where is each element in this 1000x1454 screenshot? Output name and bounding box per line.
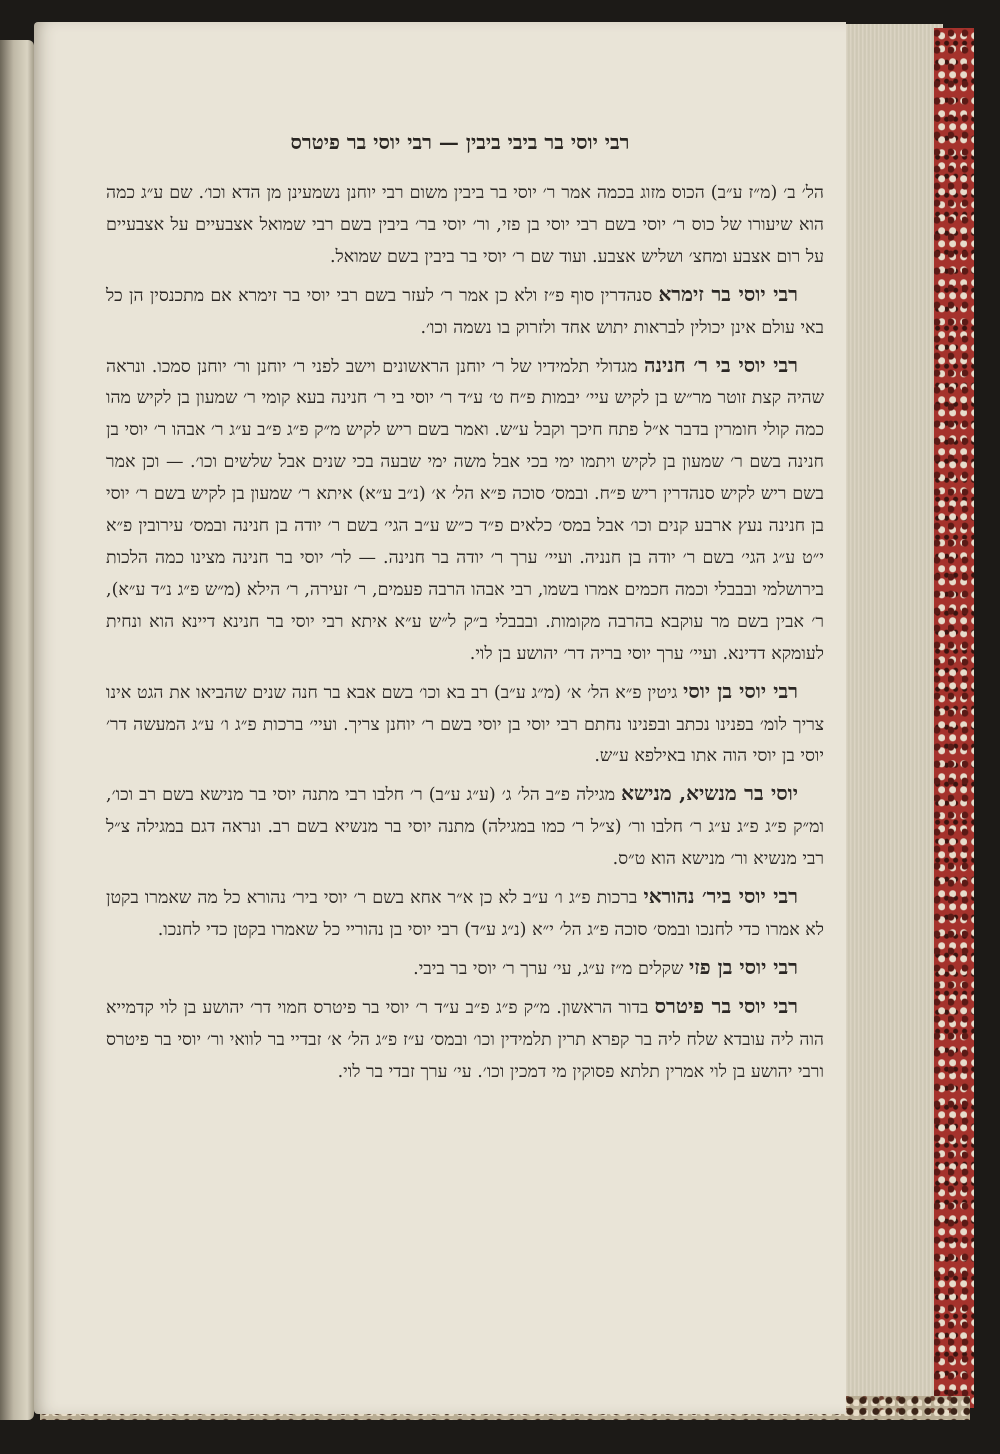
left-page-edge: [0, 40, 34, 1420]
book-cover-edge: [934, 28, 974, 1408]
entry-text: מגדולי תלמידיו של ר׳ יוחנן הראשונים וישב לפני ר׳ יוחנן ור׳ יוחנן סמכו. ונראה שהיה קצת זוטר מר״ש בן לקיש עיי׳ יבמות פ״ח ט׳ ע״ד ר׳ יוסי בי ר׳ חנינה בעא קומי ר׳ שמעון בן לקיש מהו כמה קולי חומרין בדבר א״ל פתח חיכך וקבל ע״ש. ואמר בשם ריש לקיש מ״ק פ״ג פ״ב ע״ג ר׳ אבהו ר׳ יוסי בן חנינה בשם ר׳ שמעון בן לקיש ויתמו ימי בכי אבל משה ימי שבעה בכי שנים אבל שלשים וכו׳. — וכן אמר בשם ריש לקיש סנהדרין ריש פ״ח. ובמס׳ סוכה פ״א הל׳ א׳ (נ״ב ע״א) איתא ר׳ שמעון בן לקיש בשם ר׳ יוסי בן חנינה נעץ ארבע קנים וכו׳ אבל במס׳ כלאים פ״ד כ״ש ע״ב הגי׳ בשם ר׳ יודה בן חנינה ובמס׳ עירובין פ״א י״ט ע״ג הגי׳ בשם ר׳ יודה בן חנניה. ועיי׳ ערך ר׳ יודה בר חנינה. — לר׳ יוסי בר חנינה מצינו כמה הלכות בירושלמי ובבבלי וכמה חכמים אמרו בשמו, רבי אבהו הרבה פעמים, ר׳ זעירה, ר׳ הילא (מ״ש פ״ג נ״ד ע״א), ר׳ אבין בשם מר עוקבא בהרבה מקומות. ובבבלי ב״ק ל״ש ע״א איתא רבי יוסי בר חנינא דיינא הוא ונחית לעומקא דדינא. ועיי׳ ערך יוסי בריה דר׳ יהושע בן לוי.: [106, 356, 824, 664]
entry-paragraph: [106, 881, 824, 947]
entry-heading: רבי יוסי בר פיטרס: [654, 993, 798, 1018]
entry-heading: רבי יוסי בי ר׳ חנינה: [644, 352, 798, 377]
entry-text: ברכות פ״ג ו׳ ע״ב לא כן א״ר אחא בשם ר׳ יוסי ביר׳ נהורא כל מה שאמרו בקטן לא אמרו כדי לחנכו ובמס׳ סוכה פ״ג הל׳ י״א (נ״ג ע״ד) רבי יוסי בן נהוריי כל שאמרו בקטן כדי לחנכו.: [106, 888, 824, 940]
entry-text: שקלים מ״ז ע״ג, עי׳ ערך ר׳ יוסי בר ביבי.: [413, 958, 684, 979]
entry-paragraph: [106, 952, 824, 986]
entry-paragraph: [106, 279, 824, 345]
entry-heading: רבי יוסי בר זימרא: [658, 281, 798, 306]
entry-paragraph: [106, 178, 824, 274]
entry-text: גיטין פ״א הל׳ א׳ (מ״ג ע״ב) רב בא וכו׳ בשם אבא בר חנה שנים שהביאו את הגט אינו צריך לומ׳ בפנינו נכתב ובפנינו נחתם רבי יוסי בן יוסי בשם ר׳ יוחנן צריך. ועיי׳ ברכות פ״ג ו׳ ע״ג המעשה דר׳ יוסי בן יוסי הוה אתו באילפא ע״ש.: [106, 682, 824, 767]
entry-paragraph: [106, 778, 824, 876]
entry-paragraph: [106, 676, 824, 774]
running-head: רבי יוסי בר ביבי ביבין — רבי יוסי בר פיטרס: [290, 130, 630, 154]
entry-text: מגילה פ״ב הל׳ ג׳ (ע״ג ע״ב) ר׳ חלבו רבי מתנה יוסי בר מנישא בשם רב וכו׳, ומ״ק פ״ג פ״ג ע״ג ר׳ חלבו ור׳ (צ״ל ר׳ כמו במגילה) מתנה יוסי בר מנשיא בשם רב. ונראה דגם במגילה צ״ל רבי מנשיא ור׳ מנישא הוא ט״ס.: [106, 785, 824, 870]
entry-heading: רבי יוסי בן פזי: [688, 954, 798, 979]
text-body: [106, 178, 824, 1093]
entry-paragraph: [106, 991, 824, 1089]
entry-paragraph: [106, 350, 824, 671]
entry-text: הל׳ ב׳ (מ״ז ע״ב) הכוס מזוג בכמה אמר ר׳ יוסי בר ביבין משום רבי יוחנן נשמעינן מן הדא וכו׳. שם ע״ג כמה הוא שיעורו של כוס ר׳ יוסי בשם רבי יוסי בן פזי, ור׳ יוסי בר׳ ביבין בשם רבי שמואל אצבעיים על אצבעיים על רום אצבע ומחצ׳ ושליש אצבע. ועוד שם ר׳ יוסי בר ביבין בשם שמואל.: [106, 183, 824, 267]
entry-heading: יוסי בר מנשיא, מנישא: [621, 781, 798, 806]
entry-text: בדור הראשון. מ״ק פ״ג פ״ב ע״ד ר׳ יוסי בר פיטרס חמוי דר׳ יהושע בן לוי קדמייא הוה ליה עובדא שלח ליה בר קפרא תרין תלמידין וכו׳ ובמס׳ ע״ז פ״ג הל׳ א׳ זבדיי בר לוואי ור׳ יוסי בר פיטרס ורבי יהושע בן לוי אמרין תלתא פסוקין מי דמכין וכו׳. עי׳ ערך זבדי בר לוי.: [106, 997, 824, 1082]
entry-heading: רבי יוסי בן יוסי: [683, 678, 798, 703]
page-stack-edge: [842, 24, 943, 1412]
entry-text: סנהדרין סוף פ״ז ולא כן אמר ר׳ לעזר בשם רבי יוסי בר זימרא אם מתכנסין הן כל באי עולם אינן יכולין לבראות יתוש אחד ולזרוק בו נשמה וכו׳.: [106, 285, 824, 338]
entry-heading: רבי יוסי ביר׳ נהוראי: [643, 884, 798, 909]
